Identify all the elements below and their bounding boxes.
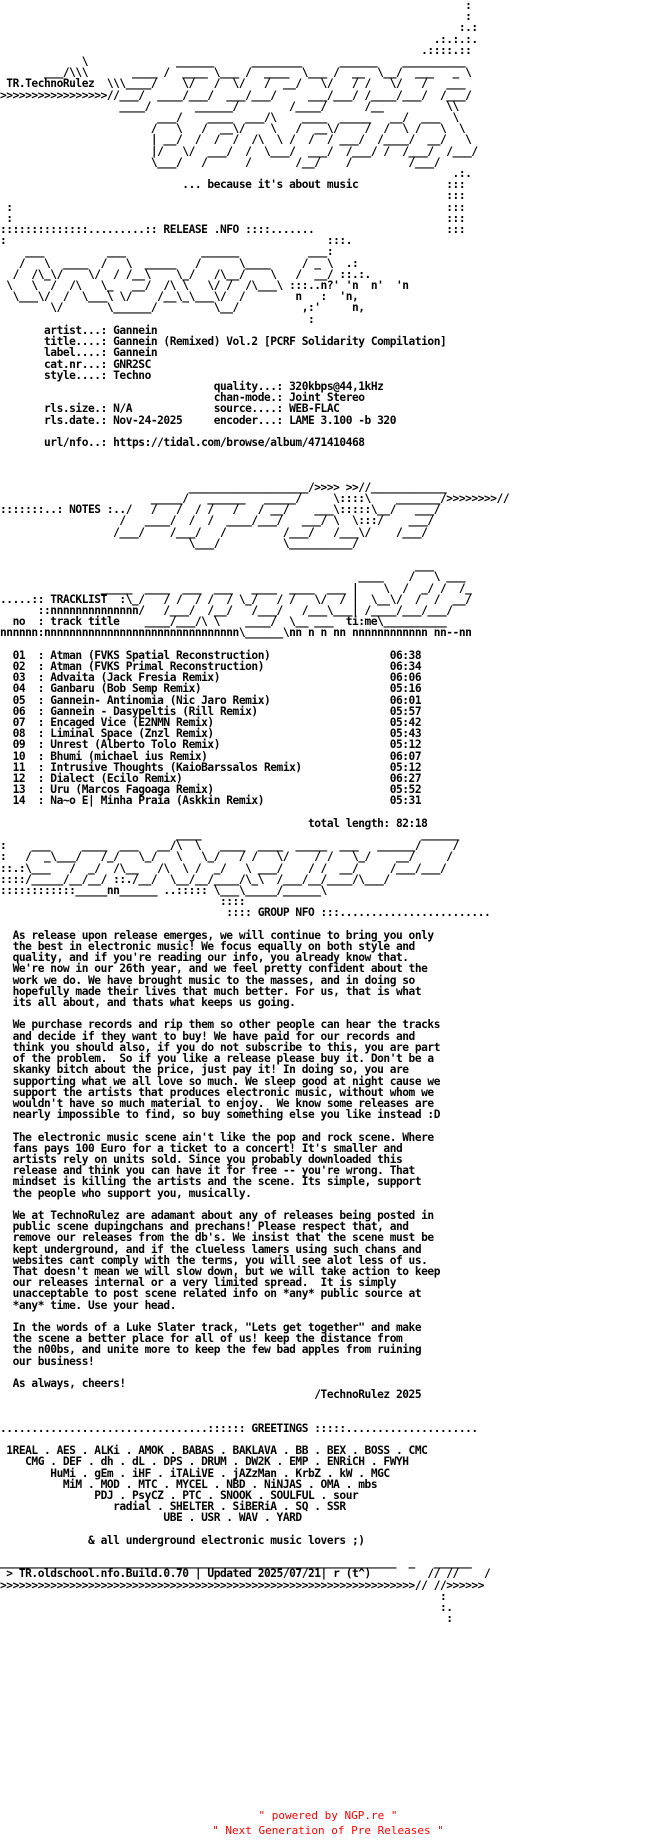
nfo-text: : : :.: .:.:.:. .::::.:: \ ______ ________ ______ __________ ___/\\\ ____ / ____ \___ / ____ \___ / __ \__/ ___ _ \ TR.TechnoRulez \\\____/ \/ / \/ / __/ \/ / / \/ / ___ >>>>>>>>>>>>>>>>>//___/ ____/___/ ___/___/ ___/___/ /____/___/ /___/ ____/ ______/ /____/ /__ \\ ___/ ____ ___/\ ____ _____ __/ ___ \ / \ / __\/ \ / __\/ / / \ / \ \ | __/ / / / /\ \ / / / ___/ /____/ __/ \ |/ \/ ___/ / \___/ ___/ /___/ / /___/ /___/ \___/ / / /__/ / /___/ .:. ... because it's about music ::: ::: : ::: : ::: ::::::::::::::.........:: RELEASE .NFO ::::....... ::: : :::. ___ ___ ______ ___: / \ ____ / \ _____ / \____ / _ \ .: / /\_\/ \/ / /__\ \_/ /\__/ \ / __/ ::.:. \ \ / /\ \_ __/ /\ \ \/ / /\___\ :::..n?' 'n n' 'n \___\/ / \___\ \/ /__\_\___\/ / n : 'n, \/ \______/ \__/ ,:' n, : artist...: Gannein title....: Gannein (Remixed) Vol.2 [PCRF Solidarity Compilation] label....: Gannein cat.nr...: GNR2SC style....: Techno quality...: 320kbps@44,1kHz chan-mode.: Joint Stereo rls.size.: N/A source....: WEB-FLAC rls.date.: Nov-24-2025 encoder...: LAME 3.100 -b 320 url/nfo..: https://tidal.com/browse/album/471410468 ___________________/>>>> >>//____________ _____/ ______ _____/ \::::\ _______/>>>>>>>>// :::::::..: NOTES :../ / / / / / / __/ ___\:::::\__/ ___/ / ____/ / / ____/___/ ___/ \ \:::/ ___/ /___/ /___/ / /___/ /___\/ /___/ \___/ \__________/ ___ ____ / \ ___ _____ ____ ___ ___ ____ ____ ___ | \ / _/ / /_ .....:: TRACKLIST :\_/ / / / / / \_/ / / \/ / | \__\/ / / __/ ::nnnnnnnnnnnnnn/ /___/ /__/ /___/ /___\___| /____/___/___/ no : track title ____/___/\ \ ____/ \__ ___ ti:me\__________ nnnnnn:nnnnnnnnnnnnnnnnnnnnnnnnnnnnnnn\______\nn n n nn nnnnnnnnnnnn nn--nn 01 : Atman (FVKS Spatial Reconstruction) 06:38 02 : Atman (FVKS Primal Reconstruction) 06:34 03 : Advaita (Jack Fresia Remix) 06:06 04 : Ganbaru (Bob Semp Remix) 05:16 05 : Gannein- Antinomia (Nic Jaro Remix) 06:01 06 : Gannein - Dasypeltis (Rill Remix) 05:57 07 : Encaged Vice (E2NMN Remix) 05:42 08 : Liminal Space (Znzl Remix) 05:43 09 : Unrest (Alberto Tolo Remix) 05:12 10 : Bhumi (michael ius Remix) 06:07 11 : Intrusive Thoughts (KaioBarssalos Remix) 05:12 12 : Dialect (Ecilo Remix) 06:27 13 : Uru (Marcos Fagoaga Remix) 05:52 14 : Na~o E| Minha Praia (Askkin Remix) 05:31 total length: 82:18 ____ ______ : ___ ____ ___ __/\ \ ____ ____ _____ ___ ______/ / : / _\___/ /_/ \_/ \ \_/ / / \/ / / \_/ __/ / ::.:\___ / _/ /\__ /\ \ / _/ \ ___/ / / __/ /___/___/ ::::/_____/__/__/ ::./__/ \__/__/____/\_\ /___/__/____/\___/ ::::::::::::_____nn______ ..::::: \___\_____/______\ :::: :::: GROUP NFO :::........................ As release upon release emerges, we will continue to bring you only the best in electronic music! We focus equally on both style and quality, and if you're reading our info, you already know that. We're now in our 26th year, and we feel pretty confident about the work we do. We have brought music to the masses, and in doing so hopefully made their lives that much better. For us, that is what its all about, and thats what keeps us going. We purchase records and rip them so other people can hear the tracks and decide if they want to buy! We have paid for our records and think you should also, if you do not subscribe to this, you are part of the problem. So if you like a release please buy it. Don't be a skanky bitch about the price, just pay it! In doing so, you are supporting what we all love so much. We sleep good at night cause we support the artists that produces electronic music, without whom we wouldn't have so much material to enjoy. We know some releases are nearly impossible to find, so buy something else you like instead :D The electronic music scene ain't like the pop and rock scene. Where fans pays 100 Euro for a ticket to a concert! It's smaller and artists rely on units sold. Since you probably downloaded this release and think you can have it for free -- you're wrong. That mindset is killing the artists and the scene. Its simple, support the people who support you, musically. We at TechnoRulez are adamant about any of releases being posted in public scene dupingchans and prechans! Please respect that, and remove our releases from the db's. We insist that the scene must be kept underground, and if the clueless lamers using such chans and websites cant comply with the terms, you will see alot less of us. That doesn't mean we will slow down, but we will take action to keep our releases internal or a very limited spread. It is simply unacceptable to post scene related info on *any* public source at *any* time. Use your head. In the words of a Luke Slater track, "Lets get together" and make the scene a better place for all of us! keep the distance from the n00bs, and unite more to keep the few bad apples from ruining our business! As always, cheers! /TechnoRulez 2025 .................................:::::: GREETINGS :::::..................... 1REAL . AES . ALKi . AMOK . BABAS . BAKLAVA . BB . BEX . BOSS . CMC CMG . DEF . dh . dL . DPS . DRUM . DW2K . EMP . ENRiCH . FWYH HuMi . gEm . iHF . iTALiVE . jAZzMan . KrbZ . kW . MGC MiM . MOD . MTC . MYCEL . NBD . NiNJAS . OMA . mbs PDJ . PsyCZ . PTC . SNOOK . SOULFUL . sour radial . SHELTER . SiBERiA . SQ . SSR UBE . USR . WAV . YARD & all underground electronic music lovers ;) _______________________________________________________________ _ ______ > TR.oldschool.nfo.Build.0.70 | Updated 2025/07/21| r (t^) // // / >>>>>>>>>>>>>>>>>>>>>>>>>>>>>>>>>>>>>>>>>>>>>>>>>>>>>>>>>>>>>>>>>>// //>>>>>> : :. : — [0, 0, 510, 1626]
powered-by-link[interactable]: " powered by NGP.re " — [258, 1809, 398, 1822]
footer — [0, 1808, 656, 1838]
tagline: " Next Generation of Pre Releases " — [212, 1824, 444, 1837]
